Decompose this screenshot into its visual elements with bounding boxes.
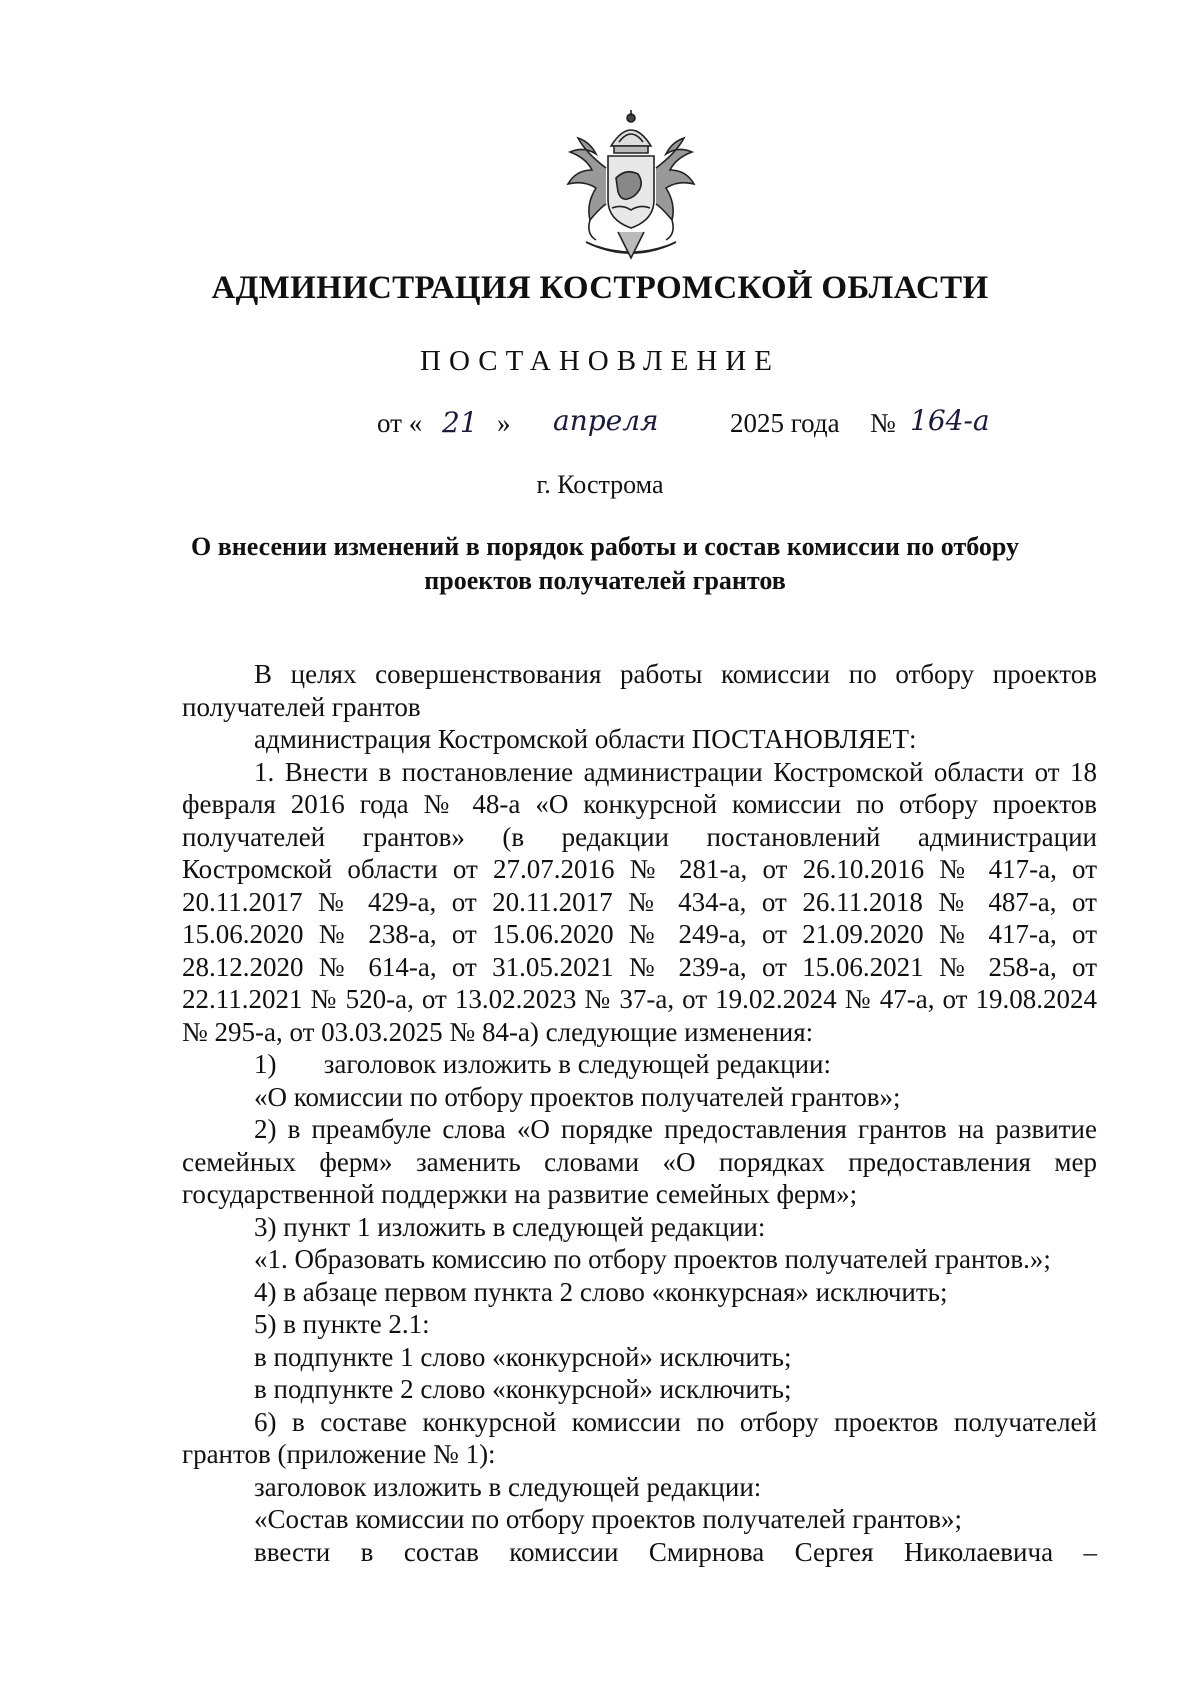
date-prefix: от « (377, 408, 423, 438)
paragraph: «Состав комиссии по отбору проектов получателей грантов»; (254, 1504, 962, 1534)
date-year: 2025 года (730, 408, 840, 438)
paragraph: 1) заголовок изложить в следующей редакции: (254, 1049, 832, 1079)
number-sign: № (870, 408, 896, 438)
paragraph: ввести в состав комиссии Смирнова Сергея Николаевича – (254, 1536, 1097, 1567)
date-day: 21 (442, 406, 478, 439)
date-line (0, 404, 1200, 448)
date-month: апреля (553, 404, 659, 437)
paragraph: 4) в абзаце первом пункта 2 слово «конкурсная» исключить; (254, 1276, 948, 1307)
paragraph: 5) в пункте 2.1: (254, 1309, 430, 1339)
city: г. Кострома (536, 470, 664, 499)
organization-title: АДМИНИСТРАЦИЯ КОСТРОМСКОЙ ОБЛАСТИ (211, 270, 989, 306)
paragraph: 1. Внести в постановление администрации Костромской области от 18 февраля 2016 года № 48-а «О конкурсной комиссии по отбору проектов получателей грантов» (в редакции постановлений администрации Костромской области от 27.07.2016 № 281-а, от 26.10.2016 № 417-а, от 20.11.2017 № 429-а, от 20.11.2017 № 434-а, от 26.11.2018 № 487-а, от 15.06.2020 № 238-а, от 15.06.2020 № 249-а, от 21.09.2020 № 417-а, от 28.12.2020 № 614-а, от 31.05.2021 № 239-а, от 15.06.2021 № 258-а, от 22.11.2021 № 520-а, от 13.02.2023 № 37-а, от 19.02.2024 № 47-а, от 19.08.2024 № 295-а, от 03.03.2025 № 84-а) следующие изменения: (182, 756, 1097, 1047)
paragraph: 6) в составе конкурсной комиссии по отбору проектов получателей грантов (приложение № 1): (182, 1406, 1097, 1469)
paragraph: «1. Образовать комиссию по отбору проектов получателей грантов.»; (254, 1244, 1051, 1274)
paragraph: администрация Костромской области ПОСТАНОВЛЯЕТ: (254, 724, 917, 754)
document-subject (170, 530, 1040, 598)
paragraph: «О комиссии по отбору проектов получателей грантов»; (254, 1081, 901, 1112)
paragraph: В целях совершенствования работы комиссии по отбору проектов получателей грантов (182, 659, 1097, 722)
document-type: ПОСТАНОВЛЕНИЕ (420, 345, 780, 377)
subject-line-1: О внесении изменений в порядок работы и состав комиссии по отбору (191, 532, 1019, 561)
date-quote-close: » (497, 408, 511, 438)
document-body (182, 658, 1097, 1568)
paragraph: в подпункте 1 слово «конкурсной» исключить; (254, 1341, 792, 1372)
document-number: 164-а (910, 404, 990, 437)
paragraph: заголовок изложить в следующей редакции: (254, 1471, 762, 1502)
paragraph: 2) в преамбуле слова «О порядке предоставления грантов на развитие семейных ферм» заменить словами «О порядках предоставления мер государственной поддержки на развитие семейных ферм»; (182, 1114, 1097, 1209)
paragraph: 3) пункт 1 изложить в следующей редакции: (254, 1211, 766, 1242)
subject-line-2: проектов получателей грантов (424, 566, 786, 595)
paragraph: в подпункте 2 слово «конкурсной» исключить; (254, 1374, 792, 1404)
coat-of-arms-icon (556, 108, 706, 268)
